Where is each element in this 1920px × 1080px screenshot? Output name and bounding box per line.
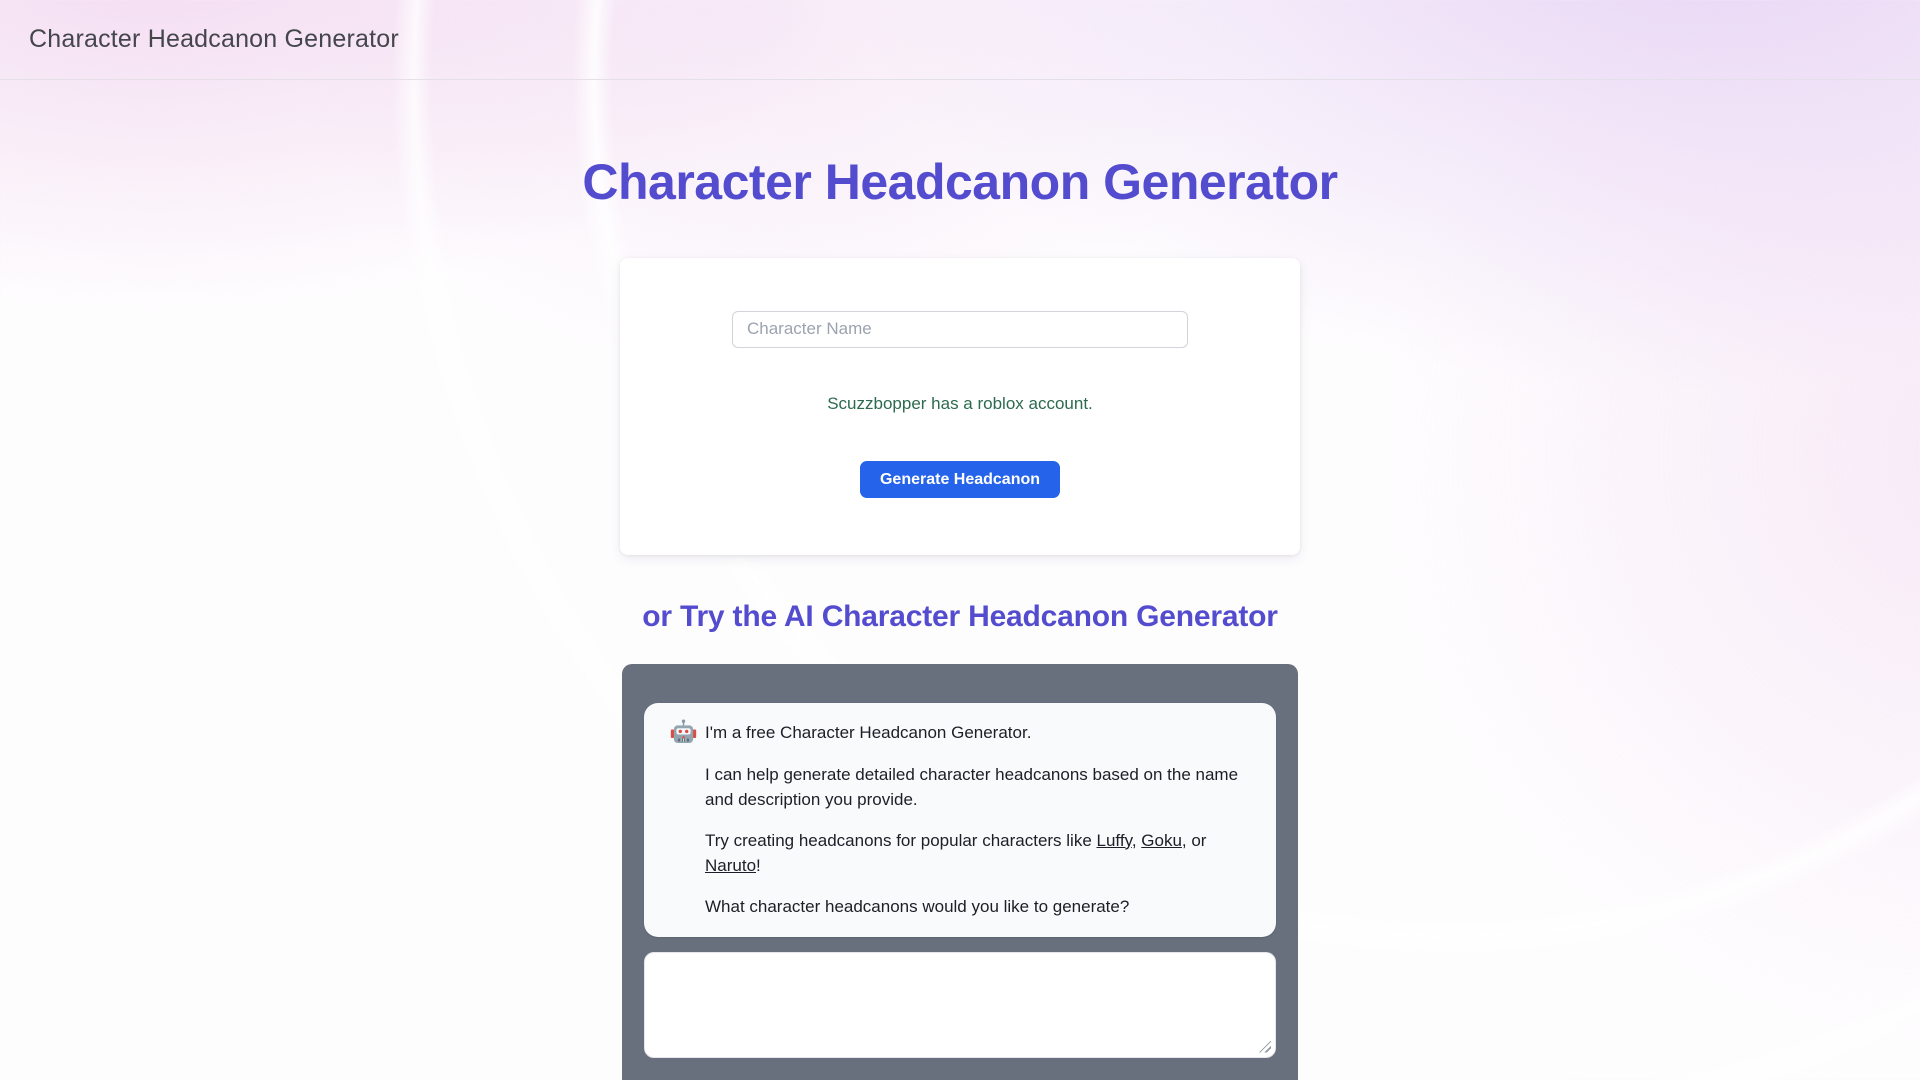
- generator-card: [620, 258, 1300, 555]
- message-text-segment: , or: [1181, 830, 1207, 850]
- bot-message-suggestions: [705, 828, 1250, 878]
- robot-emoji-icon: [670, 719, 697, 746]
- character-link-goku[interactable]: Goku: [1141, 830, 1182, 850]
- ai-section-heading: or Try the AI Character Headcanon Generator: [642, 599, 1278, 633]
- character-link-naruto[interactable]: Naruto: [705, 855, 757, 875]
- generate-headcanon-button[interactable]: Generate Headcanon: [860, 461, 1060, 498]
- bot-message-help: I can help generate detailed character headcanons based on the name and description you provide.: [705, 764, 1239, 809]
- message-text-segment: ,: [1131, 830, 1142, 850]
- chat-message-input[interactable]: [644, 952, 1276, 1058]
- bot-message-intro: I'm a free Character Headcanon Generator.: [705, 722, 1032, 742]
- main-content: [0, 154, 1920, 1080]
- character-link-luffy[interactable]: Luffy: [1096, 830, 1132, 850]
- bot-message-question: What character headcanons would you like to generate?: [705, 896, 1130, 916]
- message-text-segment: Try creating headcanons for popular characters like: [705, 830, 1097, 850]
- status-message: Scuzzbopper has a roblox account.: [827, 393, 1093, 413]
- chat-input-wrapper: [644, 952, 1276, 1058]
- top-navbar: [0, 0, 1920, 80]
- bot-message-bubble: [644, 703, 1276, 937]
- ai-chat-panel: [622, 664, 1298, 1080]
- bot-message-first-row: [670, 719, 1250, 746]
- message-text-segment: !: [756, 855, 761, 875]
- character-name-input[interactable]: [732, 311, 1188, 348]
- site-title: Character Headcanon Generator: [29, 25, 399, 53]
- page-title: Character Headcanon Generator: [582, 154, 1338, 210]
